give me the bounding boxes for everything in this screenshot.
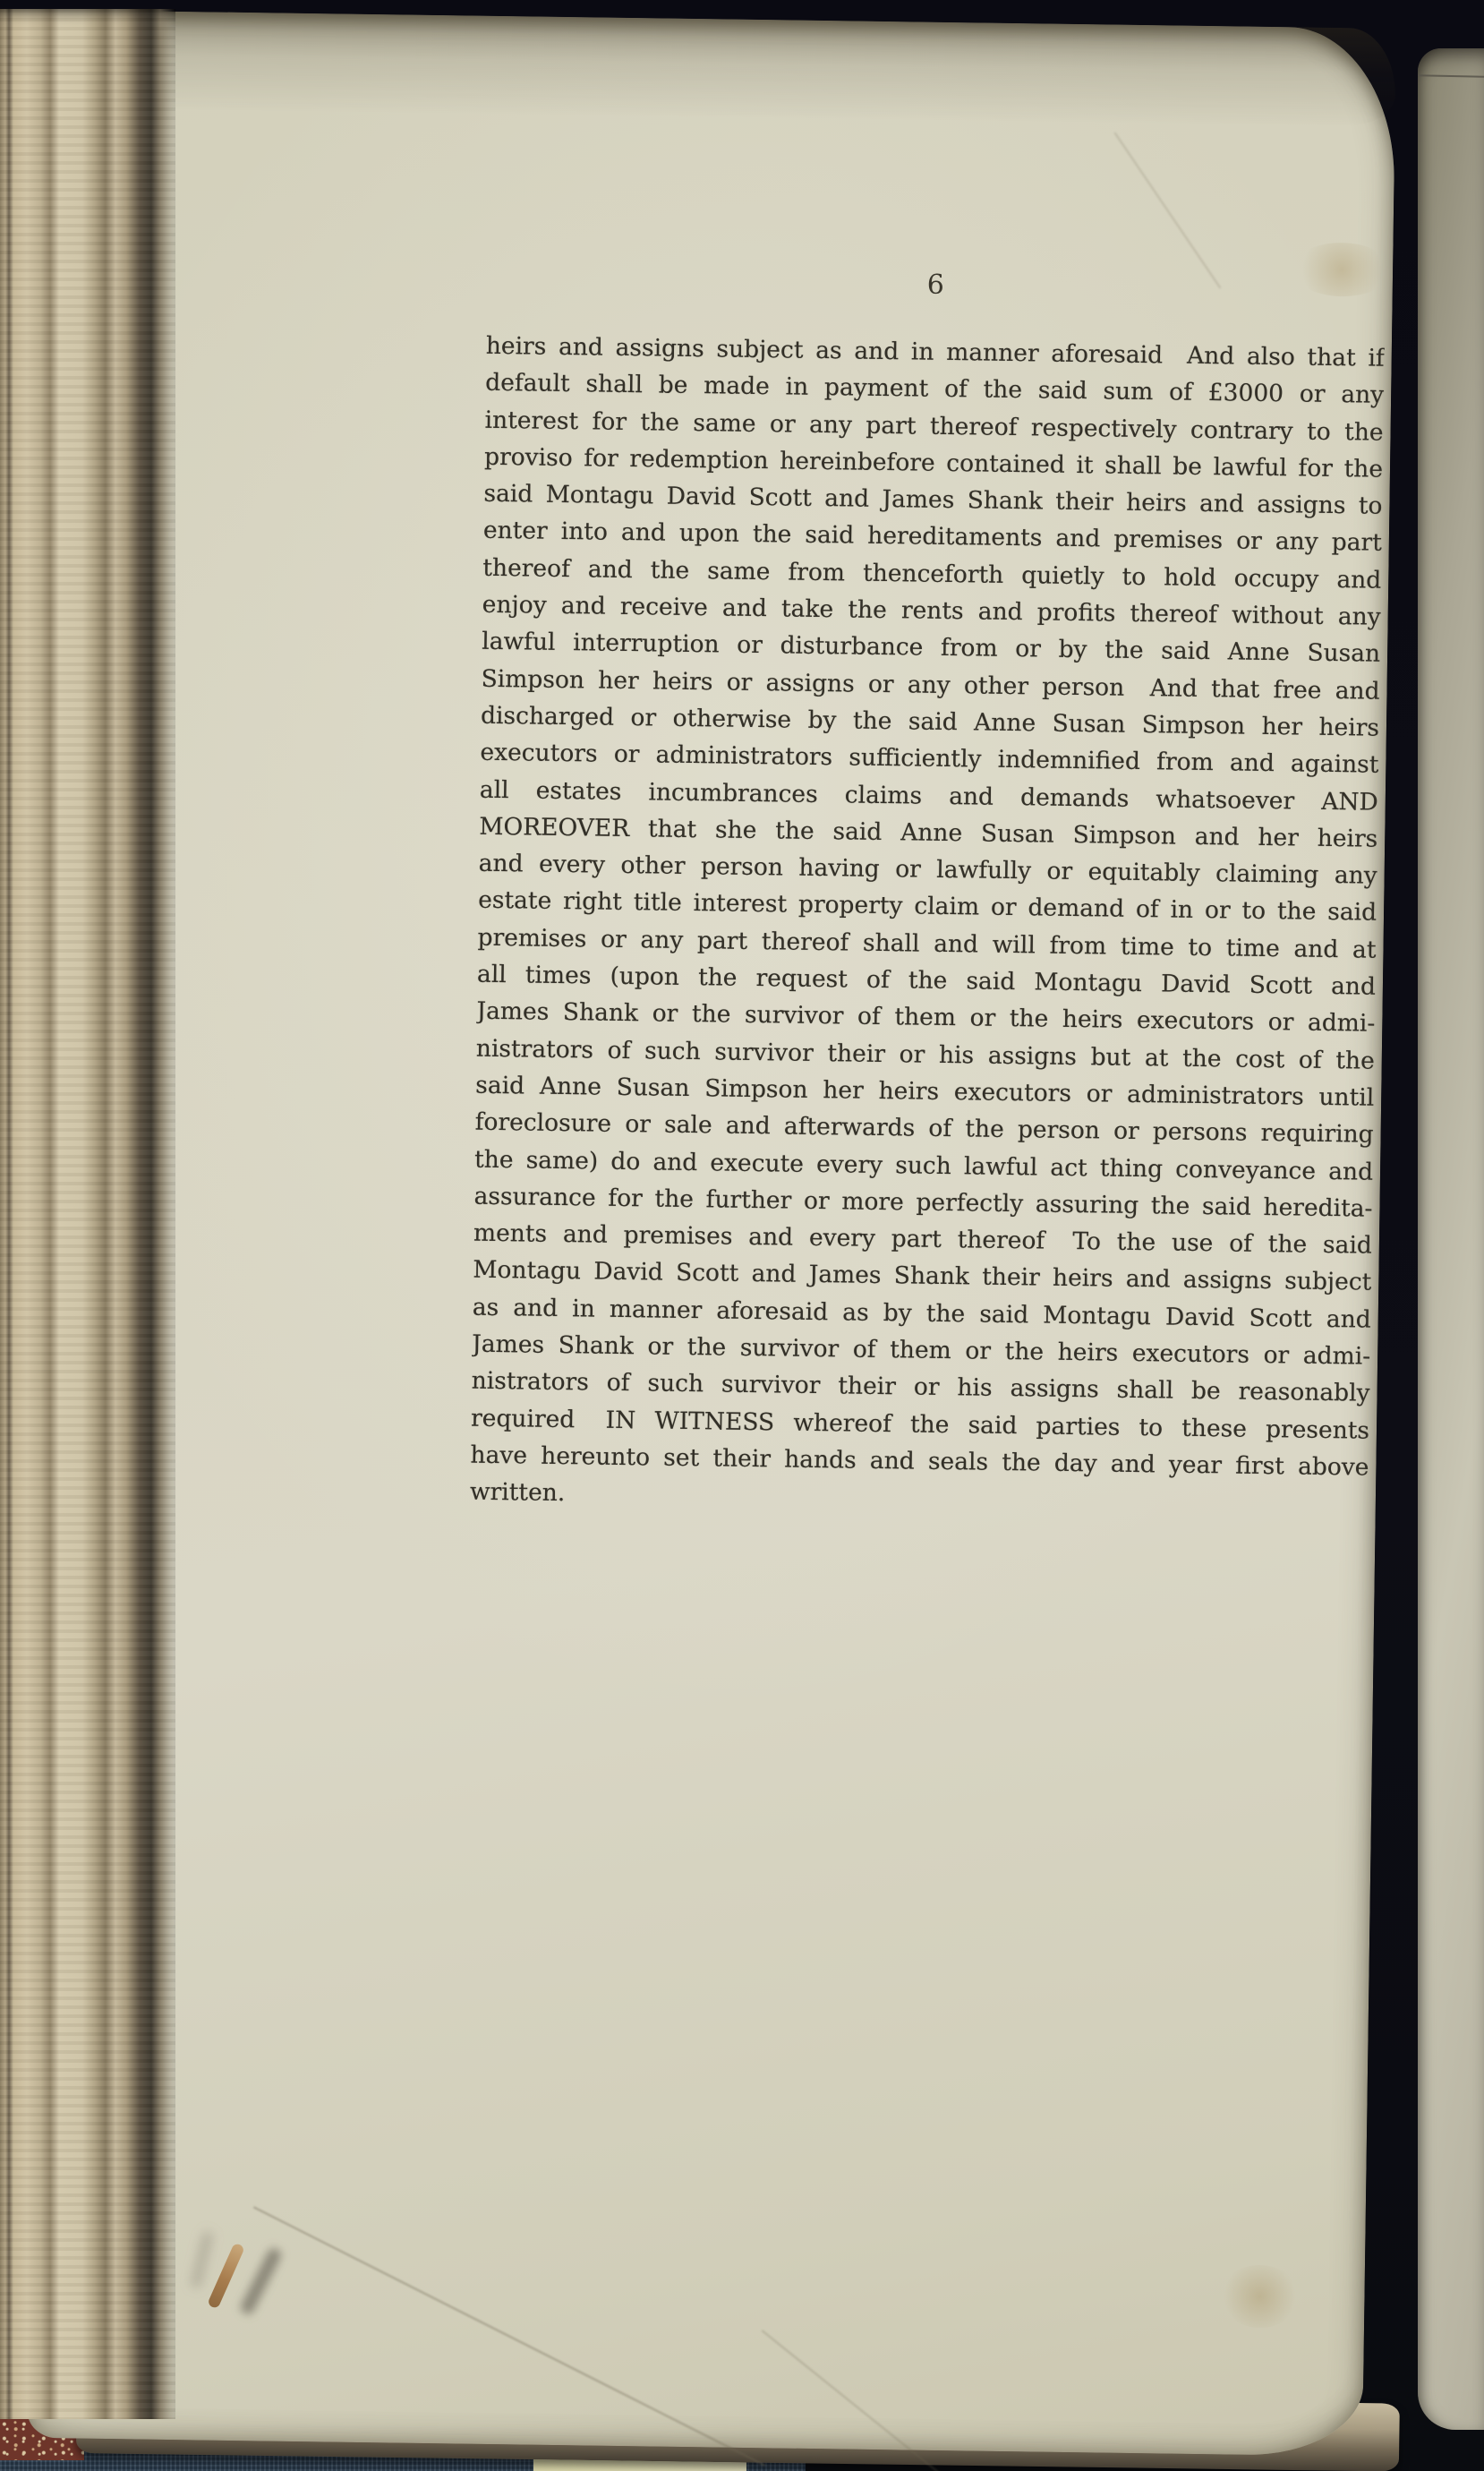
text-line: all estates incumbrances claims and demands whatsoever AND (479, 775, 1379, 817)
text-line: James Shank or the survivor of them or the heirs executors or admi- (476, 997, 1376, 1039)
text-line: assurance for the further or more perfectly assuring the said heredita- (473, 1182, 1373, 1223)
text-line: discharged or otherwise by the said Anne Susan Simpson her heirs (480, 701, 1380, 742)
text-line: said Anne Susan Simpson her heirs executors or administrators until (475, 1071, 1375, 1112)
text-line: and every other person having or lawfully or equitably claiming any (478, 849, 1377, 890)
text-line: said Montagu David Scott and James Shank their heirs and assigns to (483, 479, 1383, 520)
text-line: foreclosure or sale and afterwards of the person or persons requiring (474, 1107, 1374, 1149)
text-line: thereof and the same from thenceforth quietly to hold occupy and (482, 553, 1382, 594)
page-top-shadow (59, 10, 1395, 127)
text-line: Montagu David Scott and James Shank their heirs and assigns subject (473, 1256, 1372, 1297)
page-stain (1219, 2264, 1301, 2328)
text-line: enjoy and receive and take the rents and profits thereof without any (482, 590, 1381, 631)
text-line: as and in manner aforesaid as by the said Montagu David Scott and (472, 1293, 1371, 1334)
pencil-line (1418, 74, 1484, 78)
page-crease (253, 2206, 765, 2466)
facing-page-sliver (1418, 48, 1484, 2430)
text-line: heirs and assigns subject as and in manner aforesaid And also that if (485, 331, 1385, 372)
text-line: required IN WITNESS whereof the said parties to these presents (470, 1404, 1370, 1445)
text-line: the same) do and execute every such lawful act thing conveyance and (473, 1145, 1374, 1186)
deed-text-block (470, 328, 1385, 1523)
text-line: proviso for redemption hereinbefore contained it shall be lawful for the (483, 442, 1384, 483)
text-line: all times (upon the request of the said Montagu David Scott and (476, 960, 1377, 1001)
text-line: have hereunto set their hands and seals the day and year first above (470, 1441, 1369, 1482)
text-line: written. (469, 1477, 566, 1508)
text-line: nistrators of such survivor their or his assigns shall be reasonably (471, 1366, 1370, 1407)
text-line: estate right title interest property claim or demand of in or to the said (477, 886, 1377, 928)
text-line: interest for the same or any part thereof respectively contrary to the (484, 406, 1384, 447)
text-line: executors or administrators sufficiently indemnified from and against (480, 738, 1379, 779)
left-page-edges (0, 9, 175, 2419)
text-line: Simpson her heirs or assigns or any other person And that free and (481, 664, 1380, 705)
text-line: lawful interruption or disturbance from or by the said Anne Susan (481, 628, 1381, 669)
text-line: premises or any part thereof shall and will from time to time and at (477, 923, 1377, 964)
book-page (27, 10, 1396, 2457)
page-crease (1114, 133, 1222, 289)
text-line: James Shank or the survivor of them or the heirs executors or admi- (472, 1330, 1371, 1371)
text-line: MOREOVER that she the said Anne Susan Simpson and her heirs (479, 812, 1378, 853)
text-line: default shall be made in payment of the said sum of £3000 or any (485, 369, 1385, 410)
page-number: 6 (926, 269, 946, 301)
text-line: enter into and upon the said hereditaments and premises or any part (482, 517, 1383, 558)
text-line: nistrators of such survivor their or his assigns but at the cost of the (475, 1034, 1375, 1075)
text-line: ments and premises and every part thereof To the use of the said (473, 1218, 1373, 1260)
